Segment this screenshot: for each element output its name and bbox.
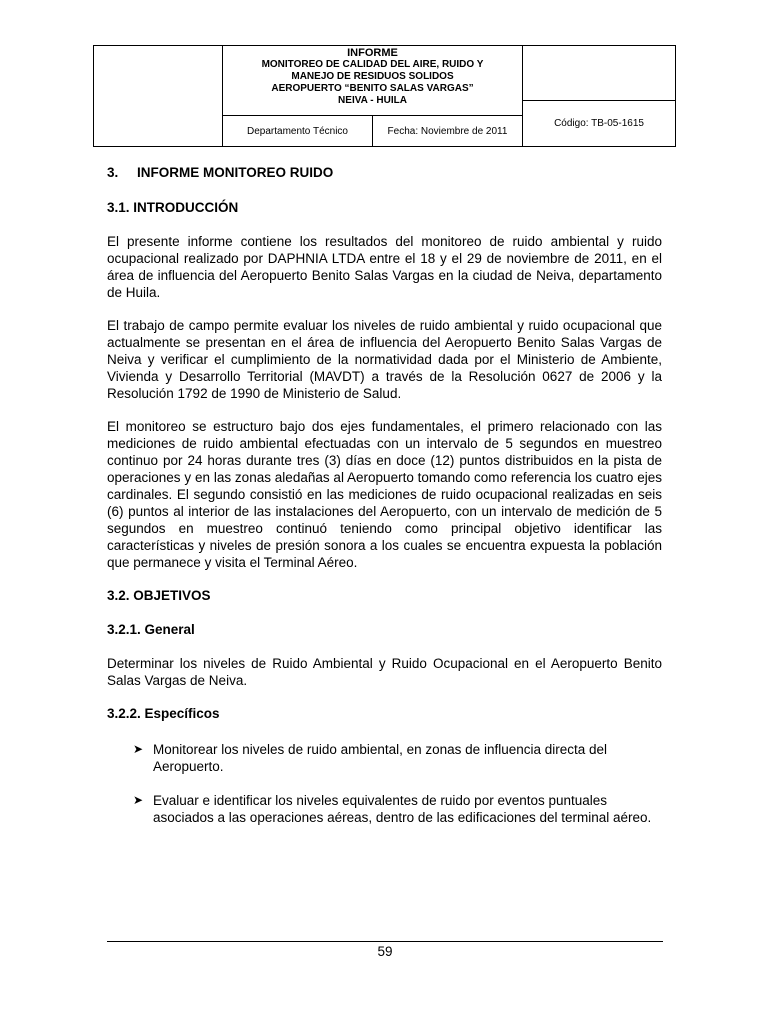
section-3-2-1-heading: 3.2.1. General — [107, 622, 195, 637]
list-item-text: Monitorear los niveles de ruido ambiental, en zonas de influencia directa del Aeropuerto. — [153, 742, 608, 774]
header-subtitle-line: MANEJO DE RESIDUOS SOLIDOS — [291, 71, 454, 82]
header-title: INFORME — [347, 47, 398, 59]
footer-divider — [107, 941, 663, 942]
header-date: Fecha: Noviembre de 2011 — [373, 116, 523, 146]
list-item — [107, 792, 662, 826]
header-code: Código: TB-05-1615 — [554, 118, 644, 129]
general-objective-paragraph: Determinar los niveles de Ruido Ambiental y Ruido Ocupacional en el Aeropuerto Benito Salas Vargas de Neiva. — [107, 656, 662, 688]
intro-paragraph: El presente informe contiene los resultados del monitoreo de ruido ambiental y ruido ocupacional realizado por DAPHNIA LTDA entre el 18 y el 29 de noviembre de 2011, en el área de influencia del Aeropuerto Benito Salas Vargas en la ciudad de Neiva, departamento de Huila. — [107, 234, 662, 300]
section-3-heading — [107, 164, 662, 182]
header-subtitle-line: MONITOREO DE CALIDAD DEL AIRE, RUIDO Y — [261, 59, 484, 70]
section-3-number: 3. — [107, 165, 119, 180]
section-3-1-heading: 3.1. INTRODUCCIÓN — [107, 200, 239, 215]
intro-paragraph: El trabajo de campo permite evaluar los niveles de ruido ambiental y ruido ocupacional que actualmente se presentan en el área de influencia del Aeropuerto Benito Salas Vargas de Neiva y verificar el cumplimiento de la normatividad dada por el Ministerio de Ambiente, Vivienda y Desarrollo Territorial (MAVDT) a través de la Resolución 0627 de 2006 y la Resolución 1792 de 1990 de Ministerio de Salud. — [107, 318, 662, 401]
header-subtitle-line: AEROPUERTO “BENITO SALAS VARGAS” — [271, 83, 474, 94]
list-item-text: Evaluar e identificar los niveles equivalentes de ruido por eventos puntuales asociados a las operaciones aéreas, dentro de las edificaciones del terminal aéreo. — [153, 793, 652, 825]
arrowhead-bullet-icon: ➤ — [133, 793, 144, 807]
list-item — [107, 741, 662, 775]
page-number: 59 — [377, 944, 393, 959]
header-subtitle-line: NEIVA - HUILA — [338, 95, 407, 106]
section-3-2-heading: 3.2. OBJETIVOS — [107, 588, 211, 603]
header-title-cell — [223, 46, 523, 116]
document-body — [107, 164, 662, 843]
intro-paragraph: El monitoreo se estructuro bajo dos ejes fundamentales, el primero relacionado con las mediciones de ruido ambiental efectuadas con un intervalo de 5 segundos en muestreo continuo por 24 horas durante tres (3) días en doce (12) puntos distribuidos en la pista de operaciones y en las zonas aledañas al Aeropuerto tomando como referencia los cuatro ejes cardinales. El segundo consistió en las mediciones de ruido ocupacional realizadas en seis (6) puntos al interior de las instalaciones del Aeropuerto, con un intervalo de medición de 5 segundos en muestreo continuó teniendo como principal objetivo identificar las características y niveles de presión sonora a los cuales se encuentra expuesta la población que permanece y visita el Terminal Aéreo. — [107, 419, 662, 570]
specific-objectives-list — [107, 741, 662, 826]
header-blank-cell — [523, 46, 675, 101]
header-department: Departamento Técnico — [223, 116, 373, 146]
logo-cell — [94, 46, 223, 146]
section-3-2-2-heading: 3.2.2. Específicos — [107, 706, 220, 721]
section-3-title: INFORME MONITOREO RUIDO — [137, 165, 334, 180]
arrowhead-bullet-icon: ➤ — [133, 742, 144, 756]
document-header-table — [93, 45, 676, 147]
